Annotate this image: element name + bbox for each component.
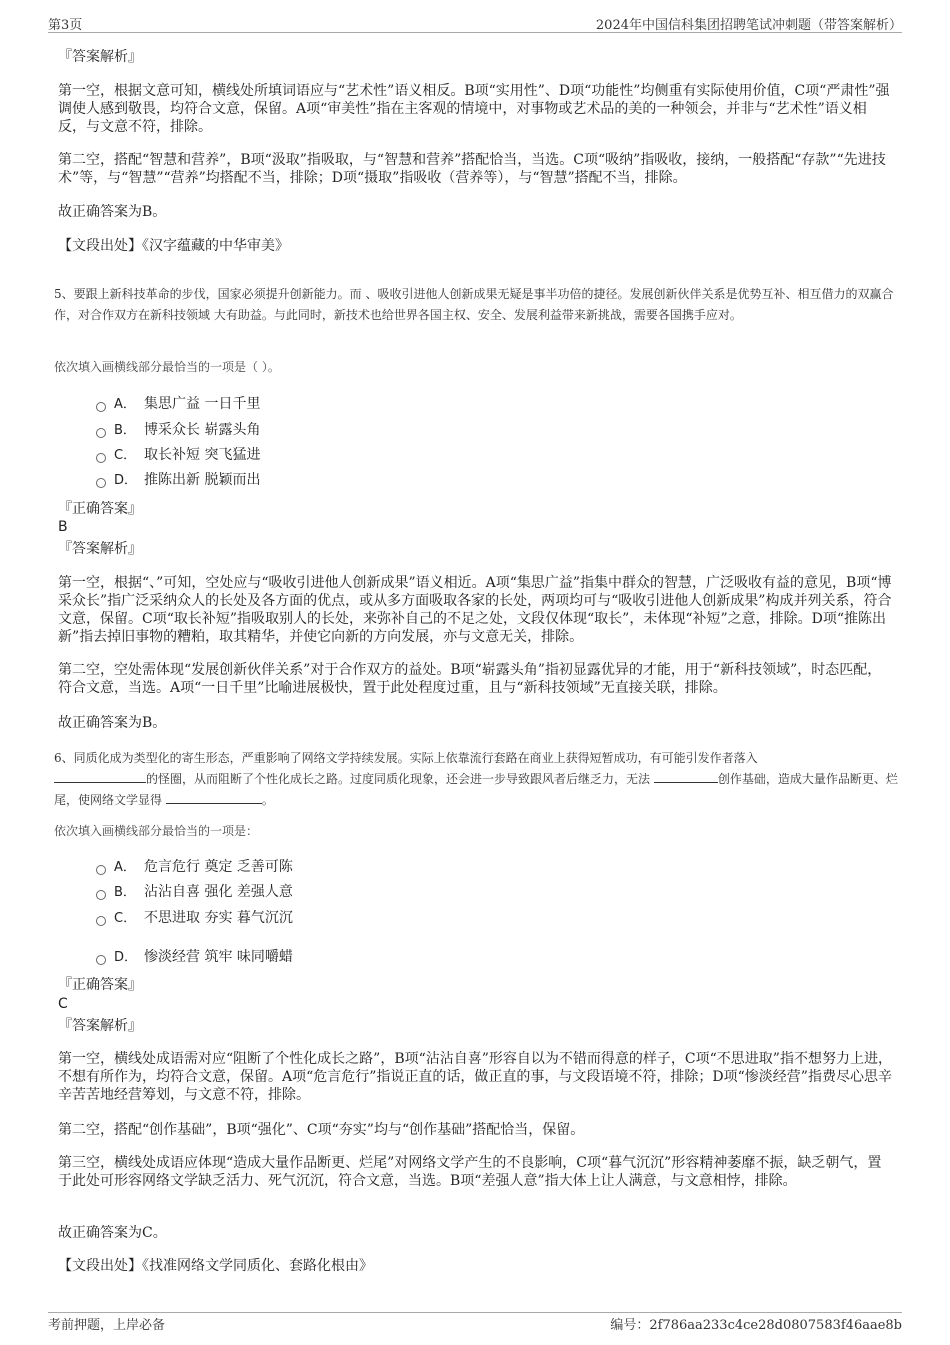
q5-instruction: 依次填入画横线部分最恰当的一项是（ ）。 [54,360,280,374]
q6-instruction: 依次填入画横线部分最恰当的一项是： [54,824,259,838]
fill-blank-3 [166,791,262,804]
q6-stem: 6、同质化成为类型化的寄生形态，严重影响了网络文学持续发展。实际上依靠流行套路在商业上获得短暂成功，有可能引发作者落入 的怪圈，从而阻断了个性化成长之路。过度同质化现象，还会进一步导致跟风者后继乏力，无法 创作基础，造成大量作品断更、烂尾，使网络文学显得 。 [54,751,898,807]
page-number: 第3页 [48,18,83,33]
q6-source: 【文段出处】《找准网络文学同质化、套路化根由》 [58,1258,373,1274]
fill-blank-2 [654,770,718,783]
radio-icon[interactable] [96,478,106,488]
q5-option-b[interactable]: B． 博采众长 崭露头角 [96,420,260,440]
q6-answer: C [58,996,68,1012]
q4-conclusion: 故正确答案为B。 [58,204,167,220]
q6-option-b[interactable]: B． 沾沾自喜 强化 差强人意 [96,882,293,902]
q6-option-c[interactable]: C． 不思进取 夯实 暮气沉沉 [96,908,293,928]
q6-analysis-p2: 第二空，搭配“创作基础”，B项“强化”、C项“夯实”均与“创作基础”搭配恰当，保留。 [58,1122,585,1138]
q5-conclusion: 故正确答案为B。 [58,715,167,731]
q5-analysis-label: 『答案解析』 [58,541,142,557]
q5-analysis-p1: 第一空，根据“、”可知，空处应与“吸收引进他人创新成果”语义相近。A项“集思广益”指集中群众的智慧，广泛吸收有益的意见，B项“博采众长”指广泛采纳众人的长处及各方面的优点，或从多方面吸取各家的长处，两项均可与“吸收引进他人创新成果”构成并列关系，符合文意，保留。C项“取长补短”指吸取别人的长处，来弥补自己的不足之处，文段仅体现“取长”，未体现“补短”之意，排除。D项“推陈出新”指去掉旧事物的糟粕，取其精华，并使它向新的方向发展，亦与文意无关，排除。 [58,575,892,645]
header-rule [48,32,902,33]
page-header [48,14,902,32]
q6-option-d[interactable]: D． 惨淡经营 筑牢 味同嚼蜡 [96,947,293,967]
q4-analysis-p1: 第一空，根据文意可知，横线处所填词语应与“艺术性”语义相反。B项“实用性”、D项“功能性”均侧重有实际使用价值，C项“严肃性”强调使人感到敬畏，均符合文意，保留。A项“审美性”指在主客观的情境中，对事物或艺术品的美的一种领会，并非与“艺术性”语义相反，与文意不符，排除。 [58,83,890,135]
document-code: 编号：2f786aa233c4ce28d0807583f46aae8b [610,1318,902,1333]
q6-conclusion: 故正确答案为C。 [58,1225,167,1241]
q5-option-a[interactable]: A． 集思广益 一日千里 [96,394,260,414]
q6-analysis-p1: 第一空，横线处成语需对应“阻断了个性化成长之路”，B项“沾沾自喜”形容自以为不错而得意的样子，C项“不思进取”指不想努力上进，不想有所作为，均符合文意，保留。A项“危言危行”指说正直的话，做正直的事，与文段语境不符，排除；D项“惨淡经营”指费尽心思辛辛苦苦地经营筹划，与文意不符，排除。 [58,1051,892,1103]
q4-analysis-label: 『答案解析』 [58,49,142,65]
radio-icon[interactable] [96,916,106,926]
q6-option-a[interactable]: A． 危言危行 奠定 乏善可陈 [96,857,293,877]
q5-answer: B [58,519,68,535]
radio-icon[interactable] [96,453,106,463]
q6-analysis-p3: 第三空，横线处成语应体现“造成大量作品断更、烂尾”对网络文学产生的不良影响，C项“暮气沉沉”形容精神萎靡不振，缺乏朝气，置于此处可形容网络文学缺乏活力、死气沉沉，符合文意，当选。B项“差强人意”指大体上让人满意，与文意相悖，排除。 [58,1155,882,1189]
q5-analysis-p2: 第二空，空处需体现“发展创新伙伴关系”对于合作双方的益处。B项“崭露头角”指初显露优异的才能，用于“新科技领域”，时态匹配，符合文意，当选。A项“一日千里”比喻进展极快，置于此处程度过重，且与“新科技领域”无直接关联，排除。 [58,662,882,696]
radio-icon[interactable] [96,402,106,412]
q5-answer-label: 『正确答案』 [58,501,142,517]
q5-option-d[interactable]: D． 推陈出新 脱颖而出 [96,470,260,490]
q6-analysis-label: 『答案解析』 [58,1018,142,1034]
radio-icon[interactable] [96,428,106,438]
q5-option-c[interactable]: C． 取长补短 突飞猛进 [96,445,260,465]
footer-rule [48,1312,902,1313]
q4-source: 【文段出处】《汉字蕴藏的中华审美》 [58,238,289,254]
radio-icon[interactable] [96,955,106,965]
fill-blank-1 [54,770,146,783]
q4-analysis-p2: 第二空，搭配“智慧和营养”，B项“汲取”指吸取，与“智慧和营养”搭配恰当，当选。C项“吸纳”指吸收，接纳，一般搭配“存款”“先进技术”等，与“智慧”“营养”均搭配不当，排除；D项“摄取”指吸收（营养等），与“智慧”搭配不当，排除。 [58,152,886,186]
radio-icon[interactable] [96,890,106,900]
q6-answer-label: 『正确答案』 [58,977,142,993]
q5-stem: 5、要跟上新科技革命的步伐，国家必须提升创新能力。而 、吸收引进他人创新成果无疑是事半功倍的捷径。发展创新伙伴关系是优势互补、相互借力的双赢合作，对合作双方在新科技领域 大有助益。与此同时，新技术也给世界各国主权、安全、发展利益带来新挑战，需要各国携手应对。 [54,287,894,322]
radio-icon[interactable] [96,865,106,875]
footer-slogan: 考前押题，上岸必备 [48,1318,166,1333]
document-title: 2024年中国信科集团招聘笔试冲刺题（带答案解析） [595,18,902,33]
